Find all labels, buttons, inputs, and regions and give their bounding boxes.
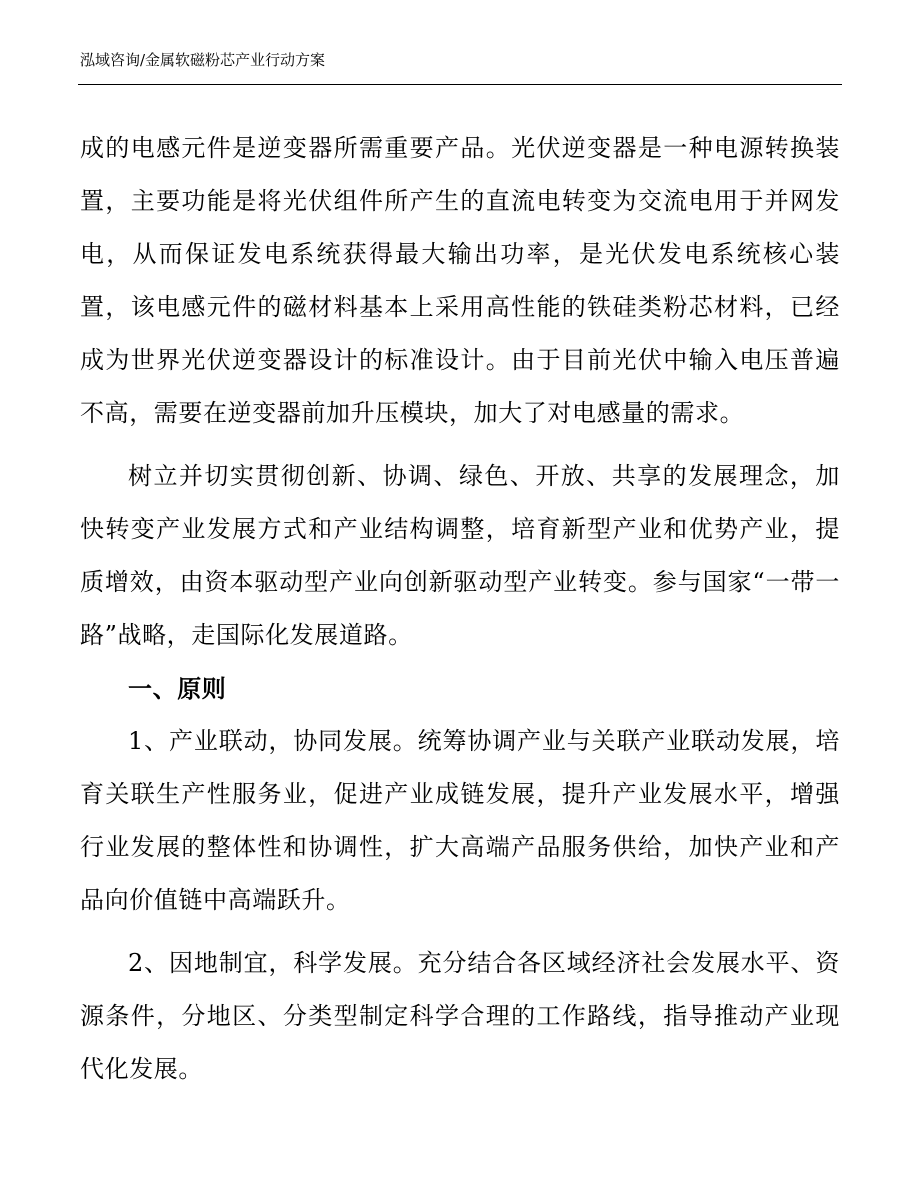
paragraph-continuation: 成的电感元件是逆变器所需重要产品。光伏逆变器是一种电源转换装置，主要功能是将光伏组件所产生的直流电转变为交流电用于并网发电，从而保证发电系统获得最大输出功率，是光伏发电系统核心装置，该电感元件的磁材料基本上采用高性能的铁硅类粉芯材料，已经成为世界光伏逆变器设计的标准设计。由于目前光伏中输入电压普遍不高，需要在逆变器前加升压模块，加大了对电感量的需求。 [80,134,840,427]
paragraph-principle-2: 2、因地制宜，科学发展。充分结合各区域经济社会发展水平、资源条件，分地区、分类型制定科学合理的工作路线，指导推动产业现代化发展。 [80,949,840,1083]
paragraph-principle-1: 1、产业联动，协同发展。统筹协调产业与关联产业联动发展，培育关联生产性服务业，促进产业成链发展，提升产业发展水平，增强行业发展的整体性和协调性，扩大高端产品服务供给，加快产业和产品向价值链中高端跃升。 [80,727,840,914]
document-body [80,122,840,1096]
header-divider [78,84,842,85]
page-header: 泓域咨询/金属软磁粉芯产业行动方案 [80,51,326,69]
paragraph-development-philosophy: 树立并切实贯彻创新、协调、绿色、开放、共享的发展理念，加快转变产业发展方式和产业结构调整，培育新型产业和优势产业，提质增效，由资本驱动型产业向创新驱动型产业转变。参与国家“一带一路”战略，走国际化发展道路。 [80,462,840,649]
section-heading-principles: 一、原则 [128,674,227,703]
